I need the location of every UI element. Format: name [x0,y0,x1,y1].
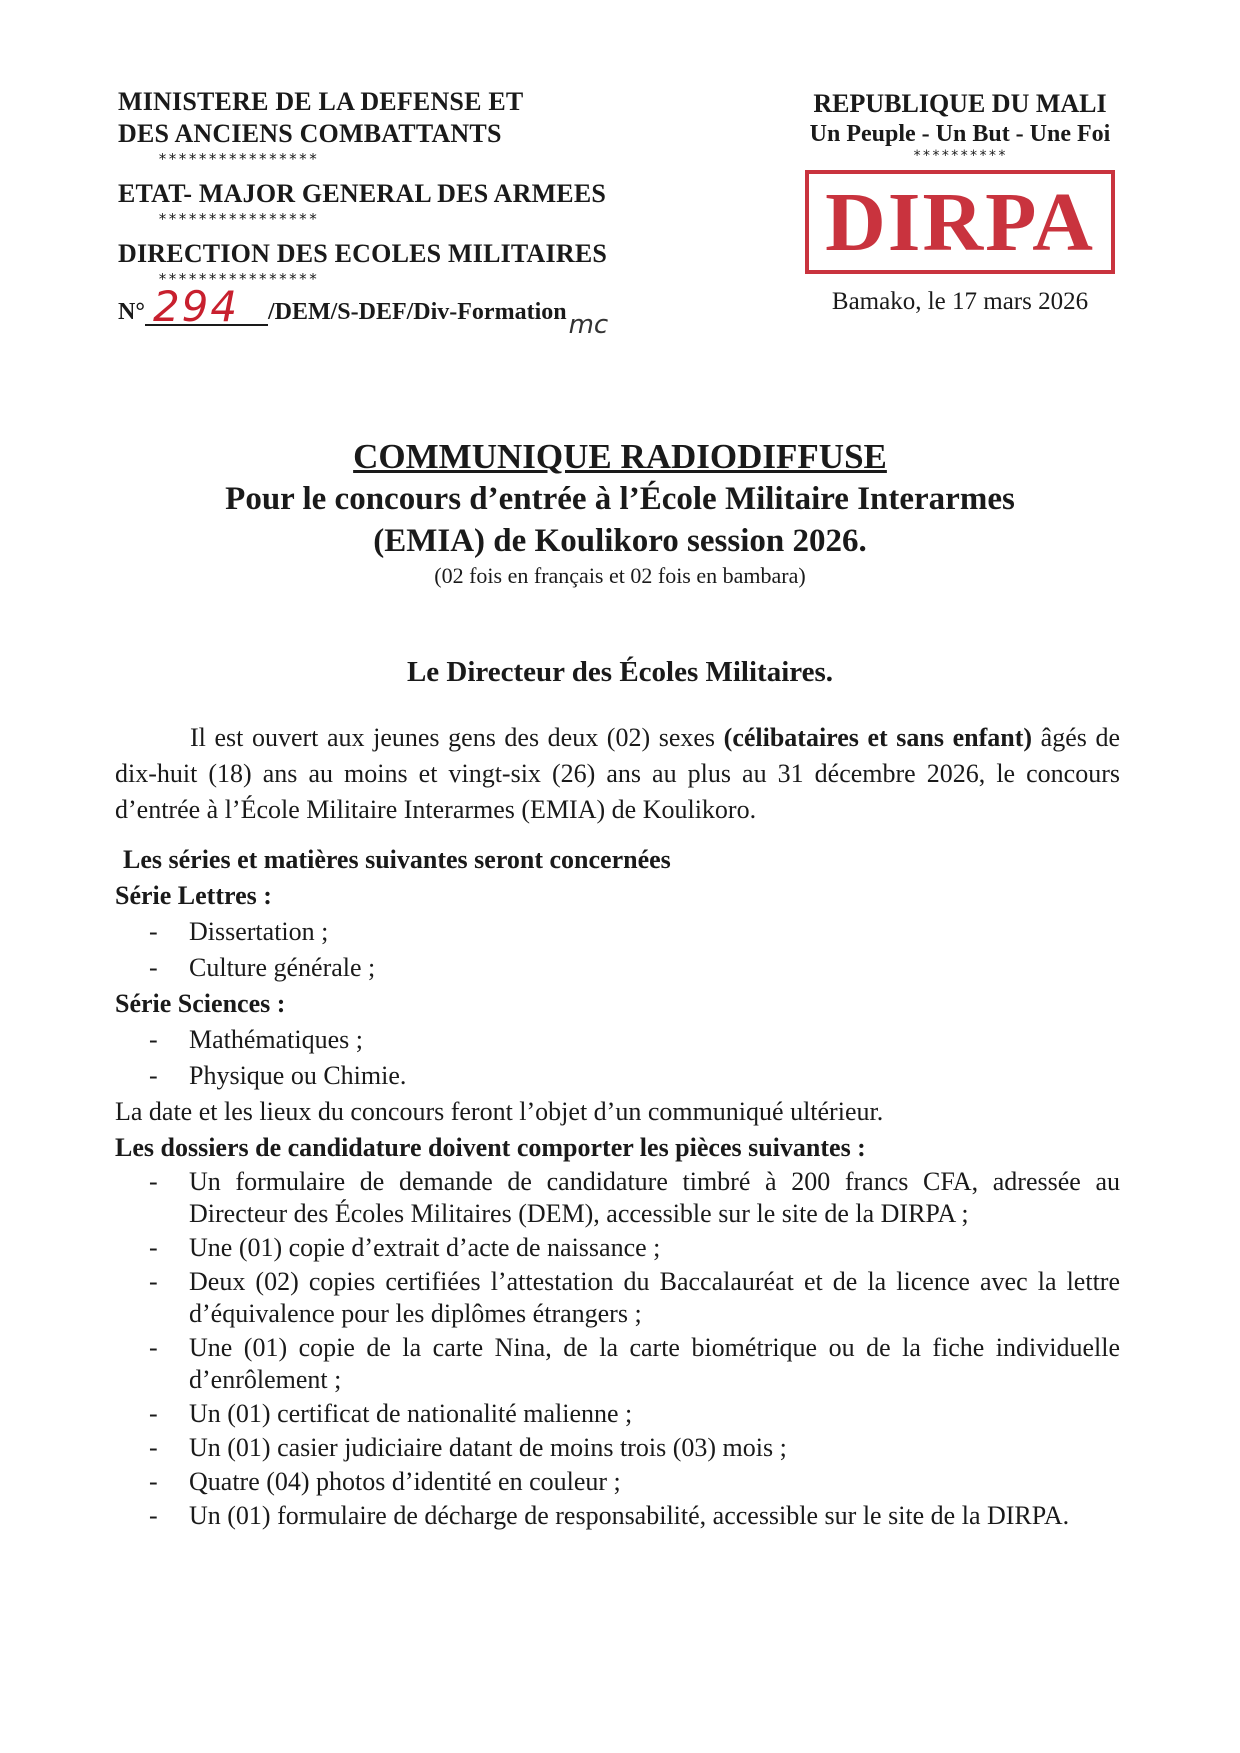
list-item: - Dissertation ; [115,914,1120,950]
series-letters-list [115,914,1120,986]
list-item: - Culture générale ; [115,950,1120,986]
issuing-authority-header [118,86,718,340]
dirpa-stamp [805,170,1115,274]
required-documents-list [115,1166,1120,1532]
reference-number [118,282,718,340]
eligibility-condition: (célibataires et sans enfant) [723,723,1033,752]
communique-body [115,720,1120,1534]
communique-title [0,436,1240,590]
signatory-heading: Le Directeur des Écoles Militaires. [406,656,834,688]
direction-line: DIRECTION DES ECOLES MILITAIRES [118,239,608,268]
title-line-1: COMMUNIQUE RADIODIFFUSE [353,437,887,476]
ref-suffix: /DEM/S-DEF/Div-Formation [267,299,567,325]
republic-header [780,88,1140,316]
intro-paragraph: Il est ouvert aux jeunes gens des deux (02) sexes (célibataires et sans enfant) âgés de dix-huit (18) ans au moins et vingt-six (26) ans au plus au 31 décembre 2026, le concours d’entrée à l’École Militaire Interarmes (EMIA) de Koulikoro. [115,723,1120,824]
separator-stars: **************** [158,150,319,168]
ministry-line-2: DES ANCIENS COMBATTANTS [118,119,502,148]
subjects-heading: Les séries et matières suivantes seront concernées [123,845,671,874]
series-sciences-list [115,1022,1120,1094]
list-item: - Quatre (04) photos d’identité en couleur ; [115,1466,1120,1498]
list-item: - Mathématiques ; [115,1022,1120,1058]
title-line-2: Pour le concours d’entrée à l’École Militaire Interarmes [225,481,1015,517]
documents-heading: Les dossiers de candidature doivent comporter les pièces suivantes : [115,1133,866,1162]
list-item: - Physique ou Chimie. [115,1058,1120,1094]
list-item: - Un (01) formulaire de décharge de responsabilité, accessible sur le site de la DIRPA. [115,1500,1120,1532]
series-letters-heading: Série Lettres : [115,881,272,910]
list-item: - Un formulaire de demande de candidature timbré à 200 francs CFA, adressée au Directeur des Écoles Militaires (DEM), accessible sur le site de la DIRPA ; [115,1166,1120,1230]
series-sciences-heading: Série Sciences : [115,989,286,1018]
title-line-3: (EMIA) de Koulikoro session 2026. [373,523,867,559]
date-location-note: La date et les lieux du concours feront l’objet d’un communiqué ultérieur. [115,1097,884,1126]
list-item: - Un (01) certificat de nationalité malienne ; [115,1398,1120,1430]
stamp-text: DIRPA [825,175,1095,269]
separator-stars: **************** [158,210,319,228]
list-item: - Deux (02) copies certifiées l’attestation du Baccalauréat et de la licence avec la lettre d’équivalence pour les diplômes étrangers ; [115,1266,1120,1330]
broadcast-note: (02 fois en français et 02 fois en bambara) [434,563,806,588]
national-motto: Un Peuple - Un But - Une Foi [809,121,1111,147]
handwritten-initials: mc [568,310,609,340]
republic-name: REPUBLIQUE DU MALI [813,89,1107,118]
list-item: - Une (01) copie de la carte Nina, de la carte biométrique ou de la fiche individuelle d’enrôlement ; [115,1332,1120,1396]
ref-prefix: N° [118,299,145,325]
list-item: - Une (01) copie d’extrait d’acte de naissance ; [115,1232,1120,1264]
separator-stars: ********** [912,148,1008,164]
handwritten-ref-number: 294 [145,290,268,326]
ministry-line-1: MINISTERE DE LA DEFENSE ET [118,87,524,116]
separator-stars: **************** [158,270,319,288]
list-item: - Un (01) casier judiciaire datant de moins trois (03) mois ; [115,1432,1120,1464]
general-staff-line: ETAT- MAJOR GENERAL DES ARMEES [118,179,607,208]
place-and-date: Bamako, le 17 mars 2026 [831,288,1089,315]
